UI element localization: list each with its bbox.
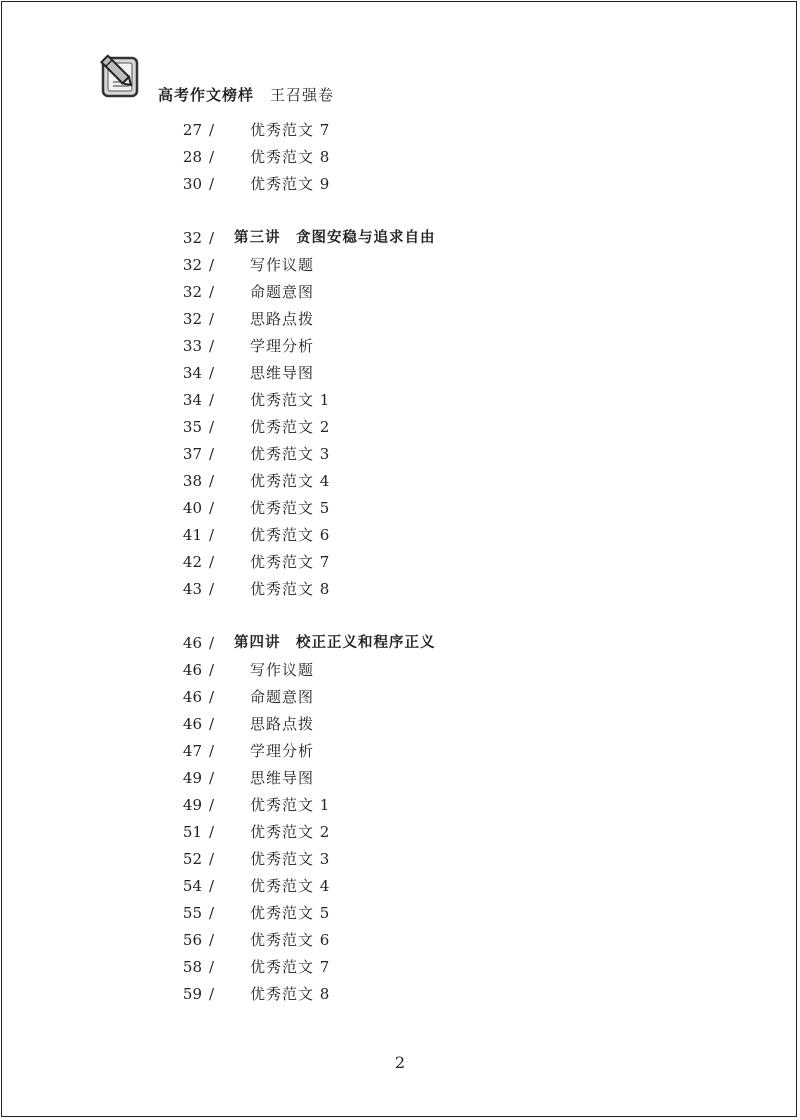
toc-entry-title: 优秀范文 6	[250, 526, 331, 544]
toc-page-number: 28	[182, 148, 202, 166]
toc-entry-row	[0, 117, 800, 144]
toc-page-number: 46	[182, 715, 202, 733]
toc-entry-title: 优秀范文 7	[250, 553, 331, 571]
toc-separator: /	[209, 418, 215, 436]
toc-entry-title: 优秀范文 8	[250, 580, 331, 598]
toc-page-number: 52	[182, 850, 202, 868]
toc-entry-title: 优秀范文 6	[250, 931, 331, 949]
toc-separator: /	[209, 148, 215, 166]
toc-entry-title: 优秀范文 9	[250, 175, 331, 193]
toc-entry-title: 学理分析	[250, 742, 315, 760]
toc-page-number: 33	[182, 337, 202, 355]
toc-entry-title: 优秀范文 1	[250, 796, 331, 814]
toc-entry-row	[0, 171, 800, 198]
toc-entry-row	[0, 846, 800, 873]
toc-page-number: 40	[182, 499, 202, 517]
toc-separator: /	[209, 364, 215, 382]
toc-chapter-row	[0, 630, 800, 657]
toc-separator: /	[209, 796, 215, 814]
toc-separator: /	[209, 688, 215, 706]
notebook-pencil-icon	[97, 54, 141, 100]
toc-entry-row	[0, 549, 800, 576]
toc-page-number: 55	[182, 904, 202, 922]
toc-page-number: 54	[182, 877, 202, 895]
page-number: 2	[394, 1053, 406, 1072]
toc-entry-row	[0, 684, 800, 711]
toc-entry-row	[0, 495, 800, 522]
toc-separator: /	[209, 472, 215, 490]
toc-entry-title: 写作议题	[250, 661, 315, 679]
volume-author: 王召强卷	[270, 86, 335, 104]
toc-separator: /	[209, 958, 215, 976]
running-header	[158, 84, 334, 105]
toc-entry-row	[0, 873, 800, 900]
book-title: 高考作文榜样	[158, 86, 255, 104]
toc-entry-title: 优秀范文 7	[250, 958, 331, 976]
toc-entry-row	[0, 819, 800, 846]
toc-entry-row	[0, 306, 800, 333]
toc-entry-row	[0, 900, 800, 927]
toc-separator: /	[209, 715, 215, 733]
toc-entry-row	[0, 468, 800, 495]
toc-entry-row	[0, 765, 800, 792]
toc-page-number: 32	[182, 283, 202, 301]
toc-page-number: 32	[182, 229, 202, 247]
toc-entry-title: 思维导图	[250, 769, 315, 787]
toc-entry-title: 优秀范文 2	[250, 418, 331, 436]
toc-separator: /	[209, 391, 215, 409]
toc-separator: /	[209, 904, 215, 922]
toc-entry-title: 优秀范文 1	[250, 391, 331, 409]
toc-separator: /	[209, 850, 215, 868]
toc-separator: /	[209, 823, 215, 841]
toc-page-number: 42	[182, 553, 202, 571]
toc-page-number: 49	[182, 796, 202, 814]
toc-entry-row	[0, 657, 800, 684]
toc-page-number: 32	[182, 310, 202, 328]
toc-entry-row	[0, 144, 800, 171]
toc-separator: /	[209, 769, 215, 787]
toc-entry-row	[0, 711, 800, 738]
toc-separator: /	[209, 742, 215, 760]
toc-entry-title: 优秀范文 8	[250, 148, 331, 166]
toc-entry-row	[0, 927, 800, 954]
toc-entry-title: 优秀范文 3	[250, 445, 331, 463]
toc-page-number: 32	[182, 256, 202, 274]
toc-separator: /	[209, 121, 215, 139]
toc-separator: /	[209, 337, 215, 355]
toc-separator: /	[209, 634, 215, 652]
toc-entry-title: 命题意图	[250, 688, 315, 706]
toc-chapter-title: 第三讲 贪图安稳与追求自由	[234, 230, 436, 246]
toc-separator: /	[209, 580, 215, 598]
toc-page-number: 41	[182, 526, 202, 544]
toc-entry-title: 思路点拨	[250, 310, 315, 328]
toc-entry-title: 思维导图	[250, 364, 315, 382]
toc-page-number: 46	[182, 634, 202, 652]
toc-entry-row	[0, 576, 800, 603]
toc-entry-row	[0, 441, 800, 468]
toc-separator: /	[209, 985, 215, 1003]
toc-entry-title: 优秀范文 5	[250, 904, 331, 922]
toc-entry-row	[0, 279, 800, 306]
toc-page-number: 46	[182, 661, 202, 679]
toc-page-number: 34	[182, 364, 202, 382]
toc-entry-row	[0, 792, 800, 819]
toc-entry-title: 优秀范文 5	[250, 499, 331, 517]
toc-entry-title: 优秀范文 4	[250, 472, 331, 490]
toc-page-number: 56	[182, 931, 202, 949]
toc-entry-title: 命题意图	[250, 283, 315, 301]
toc-entry-title: 优秀范文 3	[250, 850, 331, 868]
toc-entry-row	[0, 252, 800, 279]
toc-page-number: 35	[182, 418, 202, 436]
toc-chapter-title: 第四讲 校正正义和程序正义	[234, 635, 436, 651]
toc-entry-row	[0, 414, 800, 441]
toc-page-number: 38	[182, 472, 202, 490]
toc-entry-title: 思路点拨	[250, 715, 315, 733]
toc-entry-row	[0, 333, 800, 360]
toc-page-number: 37	[182, 445, 202, 463]
toc-separator: /	[209, 229, 215, 247]
toc-page-number: 27	[182, 121, 202, 139]
toc-separator: /	[209, 526, 215, 544]
toc-page-number: 58	[182, 958, 202, 976]
toc-separator: /	[209, 283, 215, 301]
toc-separator: /	[209, 310, 215, 328]
toc-chapter-row	[0, 225, 800, 252]
toc-entry-row	[0, 387, 800, 414]
toc-entry-title: 写作议题	[250, 256, 315, 274]
toc-page-number: 51	[182, 823, 202, 841]
toc-entry-row	[0, 738, 800, 765]
toc-page-number: 34	[182, 391, 202, 409]
toc-entry-title: 优秀范文 4	[250, 877, 331, 895]
toc-separator: /	[209, 661, 215, 679]
toc-page-number: 59	[182, 985, 202, 1003]
toc-entry-title: 学理分析	[250, 337, 315, 355]
toc-page-number: 30	[182, 175, 202, 193]
toc-separator: /	[209, 256, 215, 274]
toc-page-number: 49	[182, 769, 202, 787]
toc-separator: /	[209, 499, 215, 517]
toc-entry-row	[0, 522, 800, 549]
toc-separator: /	[209, 877, 215, 895]
toc-page-number: 43	[182, 580, 202, 598]
toc-separator: /	[209, 553, 215, 571]
toc-entry-title: 优秀范文 2	[250, 823, 331, 841]
toc-page-number: 46	[182, 688, 202, 706]
toc-page-number: 47	[182, 742, 202, 760]
toc-entry-title: 优秀范文 8	[250, 985, 331, 1003]
toc-separator: /	[209, 445, 215, 463]
toc-separator: /	[209, 175, 215, 193]
toc-entry-title: 优秀范文 7	[250, 121, 331, 139]
toc-entry-row	[0, 981, 800, 1008]
toc-separator: /	[209, 931, 215, 949]
toc-entry-row	[0, 954, 800, 981]
toc-entry-row	[0, 360, 800, 387]
